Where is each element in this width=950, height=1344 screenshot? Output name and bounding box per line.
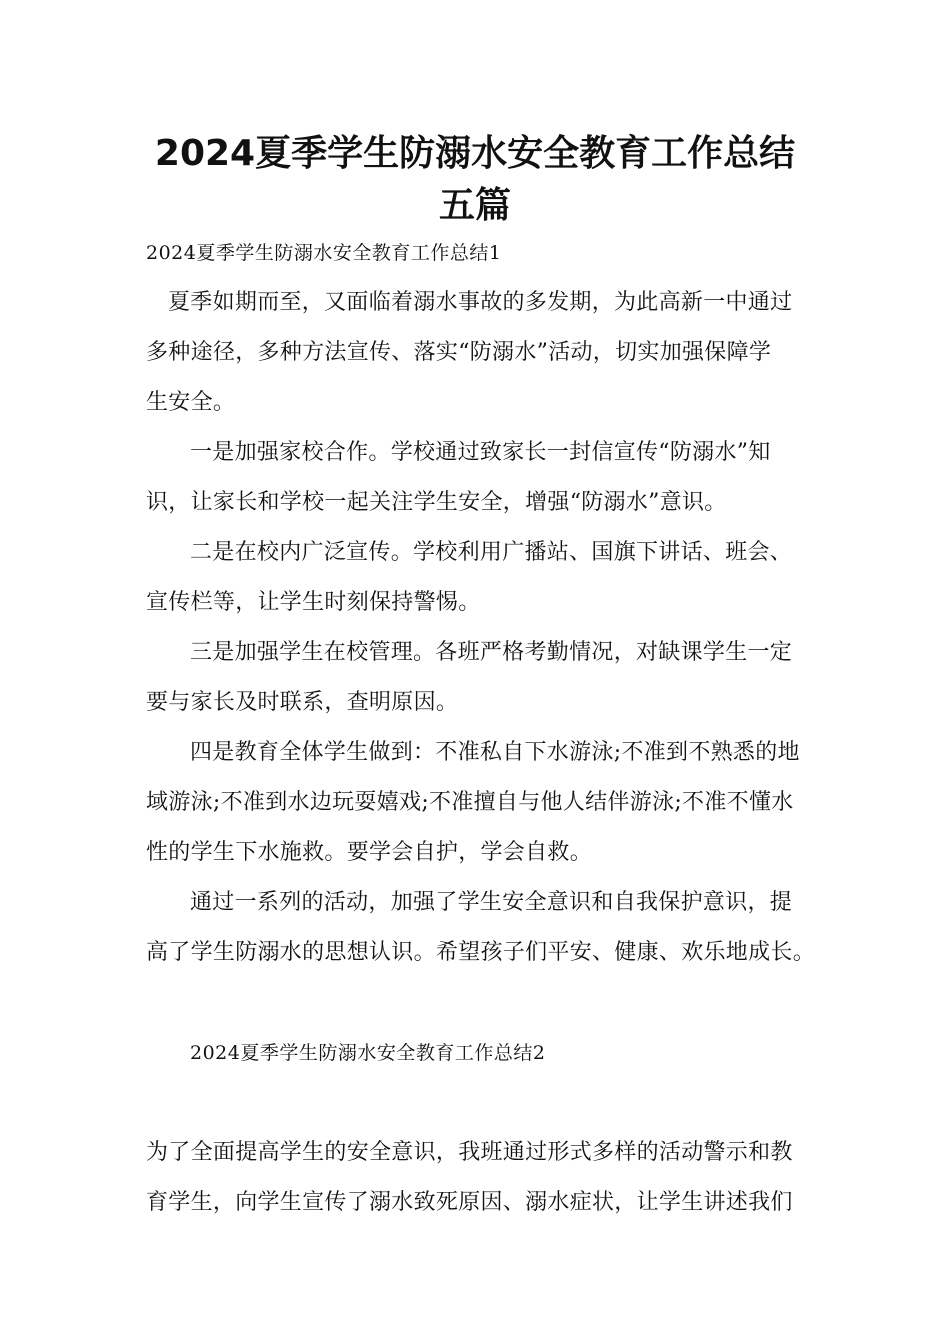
paragraph-line: 为了全面提高学生的安全意识，我班通过形式多样的活动警示和教 [146, 1140, 793, 1165]
section-2-heading: 2024夏季学生防溺水安全教育工作总结2 [190, 1042, 546, 1064]
document-title-line-1: 2024夏季学生防溺水安全教育工作总结 [154, 133, 796, 174]
paragraph-line: 性的学生下水施救。要学会自护，学会自救。 [146, 840, 593, 865]
section-1-heading: 2024夏季学生防溺水安全教育工作总结1 [146, 242, 502, 264]
paragraph-line: 要与家长及时联系，查明原因。 [146, 690, 459, 715]
document-title-line-2: 五篇 [438, 185, 511, 226]
paragraph-line: 生安全。 [146, 390, 236, 415]
paragraph-line: 多种途径，多种方法宣传、落实“防溺水”活动，切实加强保障学 [146, 340, 772, 365]
paragraph-line: 识，让家长和学校一起关注学生安全，增强“防溺水”意识。 [146, 490, 727, 515]
paragraph-line: 二是在校内广泛宣传。学校利用广播站、国旗下讲话、班会、 [190, 540, 793, 565]
paragraph-line: 通过一系列的活动，加强了学生安全意识和自我保护意识，提 [190, 890, 793, 915]
paragraph-line: 夏季如期而至，又面临着溺水事故的多发期，为此高新一中通过 [168, 290, 793, 315]
paragraph-line: 高了学生防溺水的思想认识。希望孩子们平安、健康、欢乐地成长。 [146, 940, 816, 965]
paragraph-line: 育学生，向学生宣传了溺水致死原因、溺水症状，让学生讲述我们 [146, 1190, 793, 1215]
paragraph-line: 一是加强家校合作。学校通过致家长一封信宣传“防溺水”知 [190, 440, 771, 465]
paragraph-line: 域游泳;不准到水边玩耍嬉戏;不准擅自与他人结伴游泳;不准不懂水 [146, 790, 794, 815]
paragraph-line: 三是加强学生在校管理。各班严格考勤情况，对缺课学生一定 [190, 640, 793, 665]
paragraph-line: 四是教育全体学生做到：不准私自下水游泳;不准到不熟悉的地 [190, 740, 800, 765]
paragraph-line: 宣传栏等，让学生时刻保持警惕。 [146, 590, 481, 615]
